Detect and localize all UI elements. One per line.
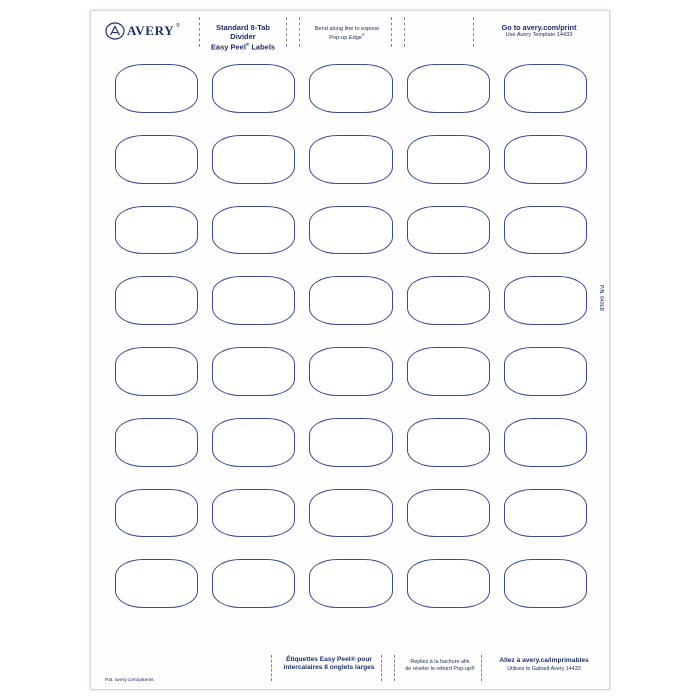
footer-french-bend-line2: de révéler le rebord Pop-up®	[405, 665, 475, 672]
label-cell[interactable]	[401, 409, 496, 476]
label-cell[interactable]	[206, 338, 301, 405]
label-cell[interactable]	[109, 550, 204, 617]
label-5-1[interactable]	[115, 347, 198, 396]
footer-divider-2	[381, 655, 382, 681]
label-8-5[interactable]	[504, 559, 587, 608]
footer-french-line2: intercalaires 8 onglets larges	[283, 664, 375, 672]
label-4-1[interactable]	[115, 276, 198, 325]
label-cell[interactable]	[206, 55, 301, 122]
label-cell[interactable]	[109, 55, 204, 122]
label-1-4[interactable]	[407, 64, 490, 113]
label-cell[interactable]	[206, 197, 301, 264]
label-3-2[interactable]	[212, 206, 295, 255]
product-subtitle-easy-peel: Easy Peel	[210, 42, 246, 52]
header-divider-5	[404, 17, 405, 47]
label-cell[interactable]	[303, 267, 398, 334]
footer-divider-1	[271, 655, 272, 681]
label-2-5[interactable]	[504, 135, 587, 184]
label-3-3[interactable]	[309, 206, 392, 255]
bend-instruction-line1: Bend along line to expose	[314, 26, 380, 32]
label-5-2[interactable]	[212, 347, 295, 396]
label-7-4[interactable]	[407, 489, 490, 538]
label-4-4[interactable]	[407, 276, 490, 325]
label-8-4[interactable]	[407, 559, 490, 608]
footer-french-line1: Étiquettes Easy Peel® pour	[286, 655, 372, 663]
avery-wordmark: AVERY	[127, 23, 175, 38]
label-4-2[interactable]	[212, 276, 295, 325]
footer-french-bend-line1: Repliez à la hachure afin	[410, 658, 470, 665]
label-cell[interactable]	[401, 126, 496, 193]
label-7-5[interactable]	[504, 489, 587, 538]
label-cell[interactable]	[303, 480, 398, 547]
patent-note: Pat. avery.com/patents	[105, 678, 154, 683]
header-divider-3	[299, 17, 300, 47]
label-cell[interactable]	[109, 409, 204, 476]
label-cell[interactable]	[498, 126, 593, 193]
bend-instruction-block	[305, 26, 389, 42]
label-8-3[interactable]	[309, 559, 392, 608]
avery-template-note: Use Avery Template 14433	[505, 32, 573, 39]
label-6-4[interactable]	[407, 418, 490, 467]
avery-logo	[105, 20, 183, 44]
label-cell[interactable]	[109, 197, 204, 264]
product-subtitle	[203, 42, 283, 52]
label-cell[interactable]	[401, 550, 496, 617]
label-1-5[interactable]	[504, 64, 587, 113]
label-7-2[interactable]	[212, 489, 295, 538]
product-title: Standard 8-Tab Divider	[215, 23, 271, 42]
header-divider-1	[199, 17, 200, 47]
label-cell[interactable]	[303, 338, 398, 405]
label-sheet	[90, 10, 610, 690]
label-6-2[interactable]	[212, 418, 295, 467]
label-8-2[interactable]	[212, 559, 295, 608]
label-2-2[interactable]	[212, 135, 295, 184]
label-cell[interactable]	[401, 480, 496, 547]
product-subtitle-registered-mark: ®	[245, 41, 250, 47]
header-divider-2	[286, 17, 287, 47]
bend-instruction-popup: Pop-up Edge	[329, 34, 362, 41]
footer-french-product-block	[277, 656, 381, 673]
label-cell[interactable]	[401, 55, 496, 122]
print-link-block	[477, 23, 601, 39]
avery-print-link[interactable]: Go to avery.com/print	[501, 23, 577, 32]
label-4-5[interactable]	[504, 276, 587, 325]
bend-instruction-line2	[305, 33, 389, 42]
sheet-footer	[91, 647, 609, 689]
footer-french-bend-block	[397, 659, 483, 673]
label-1-3[interactable]	[309, 64, 392, 113]
bend-instruction-registered-mark: ®	[361, 32, 365, 37]
label-6-1[interactable]	[115, 418, 198, 467]
label-cell[interactable]	[109, 480, 204, 547]
label-cell[interactable]	[498, 409, 593, 476]
label-cell[interactable]	[109, 126, 204, 193]
label-cell[interactable]	[401, 197, 496, 264]
label-cell[interactable]	[206, 126, 301, 193]
label-5-3[interactable]	[309, 347, 392, 396]
label-cell[interactable]	[206, 267, 301, 334]
label-cell[interactable]	[303, 126, 398, 193]
avery-registered-mark: ®	[176, 23, 180, 29]
label-2-1[interactable]	[115, 135, 198, 184]
part-number: P/N: 640EB	[598, 284, 604, 311]
label-cell[interactable]	[498, 480, 593, 547]
label-cell[interactable]	[303, 409, 398, 476]
label-grid	[109, 55, 593, 617]
label-2-4[interactable]	[407, 135, 490, 184]
label-6-3[interactable]	[309, 418, 392, 467]
label-3-1[interactable]	[115, 206, 198, 255]
label-7-1[interactable]	[115, 489, 198, 538]
label-5-4[interactable]	[407, 347, 490, 396]
label-cell[interactable]	[498, 267, 593, 334]
label-cell[interactable]	[401, 338, 496, 405]
label-2-3[interactable]	[309, 135, 392, 184]
label-cell[interactable]	[303, 55, 398, 122]
label-cell[interactable]	[498, 55, 593, 122]
avery-oval-logo-icon	[105, 22, 125, 40]
label-cell[interactable]	[303, 550, 398, 617]
label-cell[interactable]	[498, 550, 593, 617]
label-cell[interactable]	[109, 267, 204, 334]
label-cell[interactable]	[206, 550, 301, 617]
label-cell[interactable]	[109, 338, 204, 405]
avery-ca-template-note: Utilisez le Gabarit Avery 14433	[507, 665, 581, 672]
label-3-5[interactable]	[504, 206, 587, 255]
label-cell[interactable]	[206, 409, 301, 476]
product-subtitle-labels: Labels	[249, 42, 276, 52]
label-7-3[interactable]	[309, 489, 392, 538]
label-6-5[interactable]	[504, 418, 587, 467]
footer-ca-link-block	[485, 657, 603, 673]
sheet-header	[91, 11, 609, 51]
avery-ca-link[interactable]: Allez à avery.ca/imprimables	[499, 657, 589, 665]
header-divider-6	[473, 17, 474, 47]
label-cell[interactable]	[401, 267, 496, 334]
label-1-2[interactable]	[212, 64, 295, 113]
label-4-3[interactable]	[309, 276, 392, 325]
label-3-4[interactable]	[407, 206, 490, 255]
label-cell[interactable]	[206, 480, 301, 547]
label-1-1[interactable]	[115, 64, 198, 113]
product-title-block	[203, 23, 283, 52]
footer-divider-3	[394, 655, 395, 681]
header-divider-4	[391, 17, 392, 47]
label-8-1[interactable]	[115, 559, 198, 608]
label-cell[interactable]	[498, 338, 593, 405]
label-cell[interactable]	[303, 197, 398, 264]
label-5-5[interactable]	[504, 347, 587, 396]
label-cell[interactable]	[498, 197, 593, 264]
